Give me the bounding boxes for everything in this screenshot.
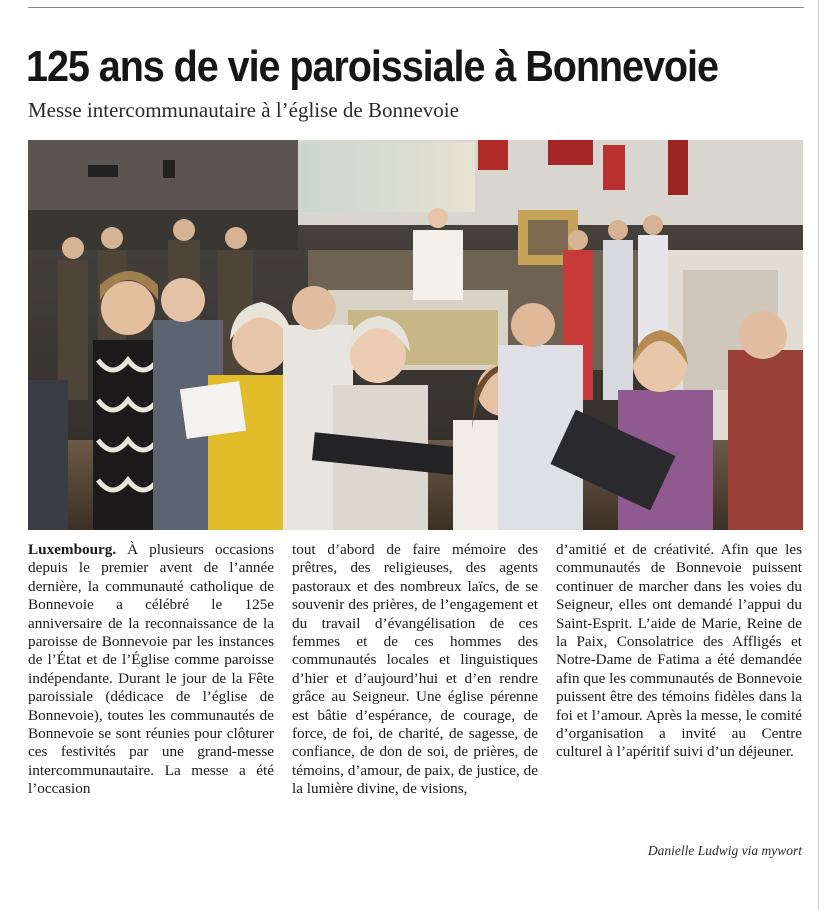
photo-credit: Danielle Ludwig via mywort xyxy=(647,843,802,858)
article-column-2 xyxy=(292,541,538,861)
dateline: Luxembourg. xyxy=(28,541,117,558)
headline: 125 ans de vie paroissiale à Bonnevoie xyxy=(26,42,718,91)
article-photo xyxy=(28,140,803,530)
article-body xyxy=(28,541,804,871)
column-3-text: d’amitié et de créativité. Afin que les communautés de Bonnevoie puissent continuer de marcher dans les voies du Seigneur, elles ont demandé l’appui du Saint-Esprit. L’aide de Marie, Reine de la Paix, Consolatrice des Affligés et Notre-Dame de Fatima a été demandée afin que les communautés de Bonnevoie puissent être des témoins fidèles dans la foi et l’amour. Après la messe, le comité d’organisation a invité au Centre culturel à l’apéritif suivi d’un déjeuner. xyxy=(556,541,802,761)
top-rule xyxy=(28,7,804,8)
article-column-3 xyxy=(556,541,802,861)
subheadline: Messe intercommunautaire à l’église de Bonnevoie xyxy=(28,98,459,122)
column-1-text: À plusieurs occasions depuis le premier avent de l’année dernière, la communauté catholique de Bonnevoie a célébré le 125e anniversaire de la reconnaissance de la paroisse de Bonnevoie par les instances de l’État et de l’Église comme paroisse indépendante. Durant le jour de la Fête paroissiale (dédicace de l’église de Bonnevoie), toutes les communautés de Bonnevoie se sont réunies pour clôturer ces festivités par une grand-messe intercommunautaire. La messe a été l’occasion xyxy=(28,541,274,798)
column-2-text: tout d’abord de faire mémoire des prêtres, des religieuses, des agents pastoraux et des nombreux laïcs, de se souvenir des prières, de l’engagement et du travail d’évangélisation de ces femmes et de ces hommes des communautés locales et linguistiques d’hier et d’aujourd’hui et d’en rendre grâce au Seigneur. Une église pérenne est bâtie d’espérance, de courage, de force, de foi, de charité, de sagesse, de confiance, de don de soi, de prières, de témoins, d’amour, de paix, de justice, de la lumière divine, de visions, xyxy=(292,541,538,798)
article-column-1 xyxy=(28,541,274,861)
page-edge xyxy=(818,0,819,910)
